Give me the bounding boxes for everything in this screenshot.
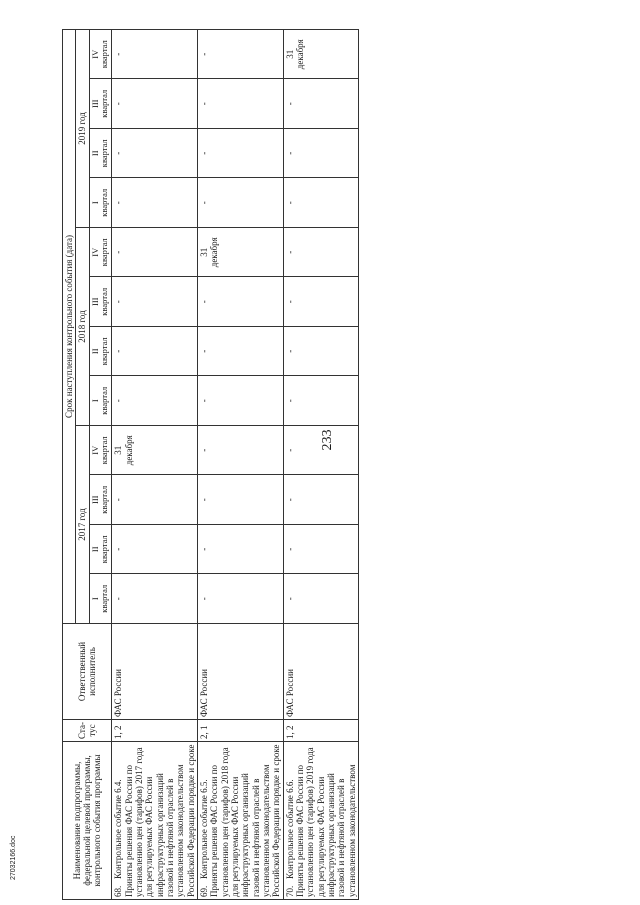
quarter-word: квартал	[99, 584, 110, 613]
empty-quarter-cell: -	[112, 79, 198, 129]
header-year: 2017 год	[76, 426, 89, 624]
empty-quarter-cell: -	[283, 178, 358, 228]
header-year: 2018 год	[76, 228, 89, 426]
empty-quarter-cell: -	[112, 574, 198, 624]
header-quarter	[89, 426, 112, 476]
quarter-numeral: I	[89, 597, 100, 601]
header-status: Ста-тус	[63, 720, 112, 742]
header-executor: Ответственный исполнитель	[63, 624, 112, 720]
empty-quarter-cell: -	[283, 426, 358, 476]
empty-quarter-cell: -	[197, 178, 283, 228]
quarter-numeral: III	[89, 99, 100, 108]
executor-cell: ФАС России	[283, 624, 358, 720]
row-number: 70.	[284, 885, 295, 897]
executor-cell: ФАС России	[112, 624, 198, 720]
header-quarter	[89, 525, 112, 575]
quarter-word: квартал	[99, 535, 110, 564]
quarter-numeral: II	[89, 546, 100, 553]
empty-quarter-cell: -	[283, 327, 358, 377]
header-term: Срок наступления контрольного события (дата)	[63, 29, 76, 623]
quarter-word: квартал	[99, 337, 110, 366]
quarter-word: квартал	[99, 139, 110, 168]
empty-quarter-cell: -	[112, 475, 198, 525]
event-date-cell: 31 декабря	[112, 426, 198, 476]
empty-quarter-cell: -	[197, 29, 283, 79]
quarter-word: квартал	[99, 89, 110, 118]
page-number: 233	[320, 429, 335, 451]
table-row	[112, 29, 198, 899]
empty-quarter-cell: -	[283, 228, 358, 278]
status-cell: 2, 1	[197, 720, 283, 742]
header-quarter	[89, 574, 112, 624]
quarter-word: квартал	[99, 188, 110, 217]
empty-quarter-cell: -	[283, 129, 358, 179]
quarter-word: квартал	[99, 436, 110, 465]
quarter-numeral: IV	[89, 247, 100, 257]
control-events-table	[62, 29, 359, 900]
empty-quarter-cell: -	[112, 277, 198, 327]
empty-quarter-cell: -	[197, 376, 283, 426]
footer-filename: 27032166.doc	[10, 835, 17, 880]
event-date-cell: 31 декабря	[197, 228, 283, 278]
event-name-cell	[197, 742, 283, 900]
event-name-cell	[112, 742, 198, 900]
table-row	[283, 29, 358, 899]
table-row	[197, 29, 283, 899]
header-quarter	[89, 129, 112, 179]
quarter-word: квартал	[99, 40, 110, 69]
empty-quarter-cell: -	[112, 178, 198, 228]
event-date-cell: 31 декабря	[283, 29, 358, 79]
quarter-word: квартал	[99, 287, 110, 316]
empty-quarter-cell: -	[197, 574, 283, 624]
quarter-word: квартал	[99, 386, 110, 415]
empty-quarter-cell: -	[112, 376, 198, 426]
quarter-word: квартал	[99, 485, 110, 514]
empty-quarter-cell: -	[112, 228, 198, 278]
status-cell: 1, 2	[112, 720, 198, 742]
quarter-word: квартал	[99, 238, 110, 267]
quarter-numeral: II	[89, 150, 100, 157]
status-cell: 1, 2	[283, 720, 358, 742]
empty-quarter-cell: -	[283, 574, 358, 624]
empty-quarter-cell: -	[112, 129, 198, 179]
rotated-sheet	[62, 30, 592, 900]
empty-quarter-cell: -	[197, 277, 283, 327]
quarter-numeral: I	[89, 201, 100, 205]
quarter-numeral: III	[89, 297, 100, 306]
empty-quarter-cell: -	[197, 327, 283, 377]
empty-quarter-cell: -	[112, 29, 198, 79]
header-quarter	[89, 327, 112, 377]
header-quarter	[89, 376, 112, 426]
empty-quarter-cell: -	[283, 79, 358, 129]
header-quarter	[89, 29, 112, 79]
empty-quarter-cell: -	[112, 525, 198, 575]
event-name-cell	[283, 742, 358, 900]
empty-quarter-cell: -	[112, 327, 198, 377]
quarter-numeral: II	[89, 348, 100, 355]
empty-quarter-cell: -	[197, 426, 283, 476]
executor-cell: ФАС России	[197, 624, 283, 720]
header-year: 2019 год	[76, 29, 89, 227]
event-name: Контрольное событие 6.4. Приняты решения ФАС России по установлению цен (тарифов) 2017 года для регулируемых ФАС России инфраструктурных организаций газовой и нефтяной отраслей в установленном законодательством Российской Федерации порядке и сроке	[113, 744, 196, 897]
header-quarter	[89, 178, 112, 228]
quarter-numeral: IV	[89, 445, 100, 455]
header-quarter	[89, 277, 112, 327]
quarter-numeral: I	[89, 399, 100, 403]
row-number: 68.	[113, 885, 124, 897]
event-name: Контрольное событие 6.5. Приняты решения ФАС России по установлению цен (тарифов) 2018 года для регулируемых ФАС России инфраструктурных организаций газовой и нефтяной отраслей в установленном законодательством Российской Федерации порядке и сроке	[198, 744, 282, 897]
empty-quarter-cell: -	[283, 376, 358, 426]
event-name: Контрольное событие 6.6. Приняты решения ФАС России по установлению цен (тарифов) 2019 года для регулируемых ФАС России инфраструктурных организаций газовой и нефтяной отраслей в установленном законодательством	[284, 747, 357, 897]
quarter-numeral: IV	[89, 49, 100, 59]
empty-quarter-cell: -	[283, 277, 358, 327]
empty-quarter-cell: -	[283, 475, 358, 525]
empty-quarter-cell: -	[197, 79, 283, 129]
empty-quarter-cell: -	[197, 525, 283, 575]
quarter-numeral: III	[89, 495, 100, 504]
empty-quarter-cell: -	[197, 475, 283, 525]
row-number: 69.	[198, 885, 209, 897]
header-quarter	[89, 475, 112, 525]
empty-quarter-cell: -	[197, 129, 283, 179]
empty-quarter-cell: -	[283, 525, 358, 575]
header-quarter	[89, 228, 112, 278]
header-quarter	[89, 79, 112, 129]
header-name: Наименование подпрограммы, федеральной целевой программы, контрольного события программы	[63, 742, 112, 900]
